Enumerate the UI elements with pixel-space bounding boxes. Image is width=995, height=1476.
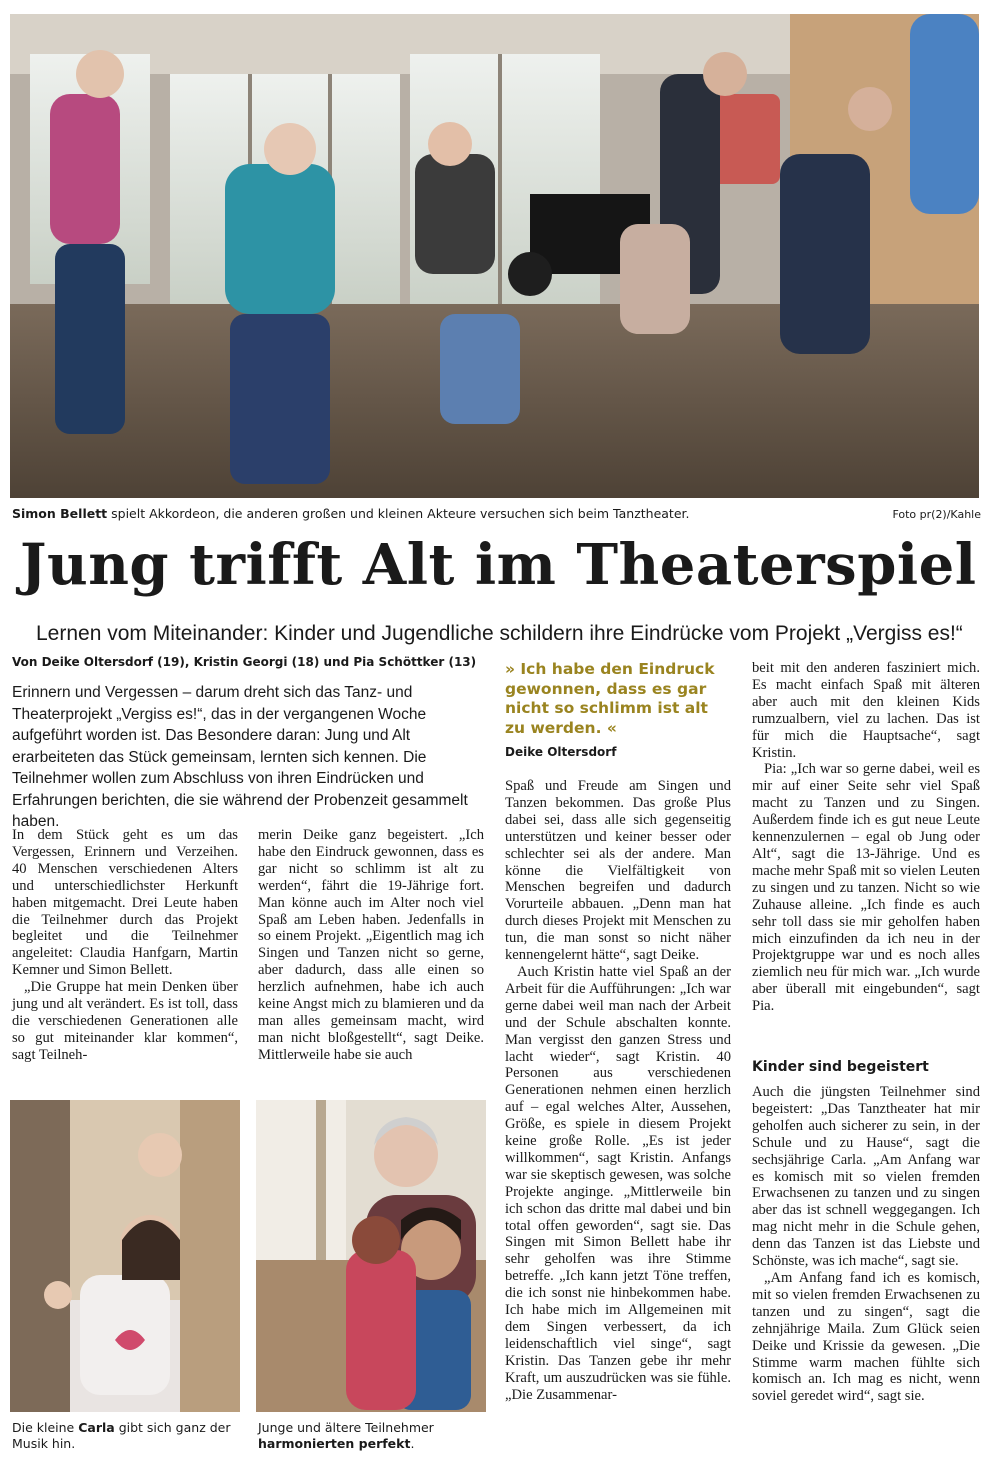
caption-name: Simon Bellett — [12, 506, 108, 521]
byline: Von Deike Oltersdorf (19), Kristin Georgi (18) und Pia Schöttker (13) — [12, 655, 477, 669]
paragraph: merin Deike ganz begeistert. „Ich habe den Eindruck gewonnen, dass es gar nicht so schlimm ist alt zu werden“, fährt die 19-Jährige fort. Man könne auch im Alter noch viel Spaß am Leben haben. Jedenfalls in so einem Projekt. „Eigentlich mag ich Singen und Tanzen nicht so gerne, aber dadurch, dass alle einen so herzlich aufnehmen, habe ich auch keine Angst mich zu blamieren und da man alles gemeinsam macht, wird man nicht bloßgestellt“, sagt Deike. Mittlerweile habe sie auch — [258, 827, 484, 1063]
paragraph: In dem Stück geht es um das Vergessen, Erinnern und Verzeihen. 40 Menschen verschiedenen Alters und unterschiedlichster Herkunft haben mitgemacht. Drei Leute haben die Teilnehmer durch das Projekt begleitet und die Teilnehmer angeleitet: Claudia Hanfgarn, Martin Kemner und Simon Bellett. — [12, 827, 238, 979]
caption-bold: Carla — [78, 1420, 115, 1435]
photo-carla — [10, 1100, 240, 1412]
caption-pre: Junge und ältere Teilnehmer — [258, 1420, 434, 1435]
paragraph: Auch die jüngsten Teilnehmer sind begeistert: „Das Tanztheater hat mir geholfen auch sicherer zu sein, in der Schule und zu Hause“, sagt die sechsjährige Carla. „Am Anfang war es komisch mit so vielen fremden Erwachsenen zu tanzen und zu singen aber das ist schnell weggegangen. Ich mag nicht mehr in die Schule gehen, denn das Tanzen ist das Liebste und Schönste, was ich mache“, sagt sie. — [752, 1084, 980, 1270]
subheadline: Lernen vom Miteinander: Kinder und Jugendliche schildern ihre Eindrücke vom Projekt „Vergiss es!“ — [36, 622, 963, 645]
section-subtitle: Kinder sind begeistert — [752, 1059, 929, 1075]
lead-paragraph: Erinnern und Vergessen – darum dreht sich das Tanz- und Theaterprojekt „Vergiss es!“, das in der vergangenen Woche aufgeführt worden ist. Das Besondere daran: Jung und Alt erarbeiteten das Stück gemeinsam, lernten sich kennen. Die Teilnehmer wollen zum Abschluss von ihren Eindrücken und Erfahrungen berichten, die sie während der Probenzeit gesammelt haben. — [12, 684, 468, 830]
column-3 — [505, 778, 731, 1404]
headline: Jung trifft Alt im Theaterspiel — [20, 532, 977, 598]
column-1 — [12, 827, 238, 1064]
top-photo — [10, 14, 979, 498]
paragraph: beit mit den anderen fasziniert mich. Es macht einfach Spaß mit älteren aber auch mit den kleinen Kids rumzualbern, viel zu lachen. Das ist für mich die Hauptsache“, sagt Kristin. — [752, 660, 980, 761]
paragraph: Auch Kristin hatte viel Spaß an der Arbeit für die Aufführungen: „Ich war gerne dabei weil man nach der Arbeit und der Schule abschalten konnte. Man vergisst den ganzen Stress und lacht wieder“, sagt Kristin. 40 Personen aus verschiedenen Generationen nehmen einen herzlich auf – egal welches Alter, Aussehen, Größe, es spiele in diesem Projekt keine große Rolle. „Es ist jeder willkommen“, sagt Kristin. Anfangs war sie skeptisch gewesen, was solche Projekte anginge. „Mittlerweile bin ich schon das dritte mal dabei und bin total offen geworden“, sagt sie. Das Singen mit Simon Bellett habe ihr sehr geholfen was ihre Stimme betreffe. „Ich kann jetzt Töne treffen, die ich sonst nie hinbekommen habe. Ich habe mich im Allgemeinen mit dem Singen verbessert, da ich leidenschaftlich viel singe“, sagt Kristin. Das Tanzen gebe ihr mehr Kraft, um auszudrücken was sie fühle. „Die Zusammenar- — [505, 963, 731, 1403]
paragraph: Pia: „Ich war so gerne dabei, weil es mir auf einer Seite sehr viel Spaß macht zu Tanzen und zu Singen. Außerdem finde ich es gut neue Leute kennenzulernen – egal ob Jung oder Alt“, sagt die 13-Jährige. Und es mache mehr Spaß mit so vielen Leuten zu singen und zu tanzen. Nicht so wie Zuhause alleine. „Ich finde es auch sehr toll dass sie mir geholfen haben mich einzufinden da ich neu in der Projektgruppe war und es noch alles ziemlich neu für mich war. „Ich wurde aber überall mit eingebunden“, sagt Pia. — [752, 761, 980, 1015]
paragraph: „Die Gruppe hat mein Denken über jung und alt verändert. Es ist toll, dass die verschiedenen Generationen alle so gut miteinander klar kommen“, sagt Teilneh- — [12, 979, 238, 1063]
photo-carla-caption — [12, 1420, 238, 1452]
pull-quote: » Ich habe den Eindruck gewonnen, dass es gar nicht so schlimm ist alt zu werden. « — [505, 660, 715, 737]
column-4-top — [752, 660, 980, 1015]
photo-credit: Foto pr(2)/Kahle — [892, 508, 981, 521]
paragraph: „Am Anfang fand ich es komisch, mit so vielen fremden Erwachsenen zu tanzen und zu singen“, sagt die zehnjährige Maila. Zum Glück seien Deike und Krissie da gewesen. „Die Stimme warm machen fühlte sich komisch an. Ich mag es nicht, wenn soviel geredet wird“, sagt sie. — [752, 1269, 980, 1405]
top-photo-caption — [12, 506, 872, 522]
caption-pre: Die kleine — [12, 1420, 79, 1435]
caption-bold: harmonierten perfekt — [258, 1436, 411, 1451]
caption-text: spielt Akkordeon, die anderen großen und kleinen Akteure versuchen sich beim Tanztheater. — [111, 506, 690, 521]
caption-post: gibt sich ganz der Musik hin. — [12, 1420, 231, 1451]
column-4-bottom — [752, 1084, 980, 1405]
caption-post: . — [410, 1436, 415, 1451]
paragraph: Spaß und Freude am Singen und Tanzen bekommen. Das große Plus dabei sei, dass alle sich gegenseitig unterstützen und keiner besser oder schlechter sei als der andere. Man könne die Vielfältigkeit von Menschen begreifen und dadurch Vorurteile abbauen. „Denn man hat durch dieses Projekt mit Menschen zu tun, die man sonst so nicht näher kennengelernt hätte“, sagt Deike. — [505, 778, 731, 964]
photo-hug-caption — [258, 1420, 484, 1452]
column-2 — [258, 827, 484, 1064]
pull-quote-author: Deike Oltersdorf — [505, 745, 617, 759]
photo-hug — [256, 1100, 486, 1412]
